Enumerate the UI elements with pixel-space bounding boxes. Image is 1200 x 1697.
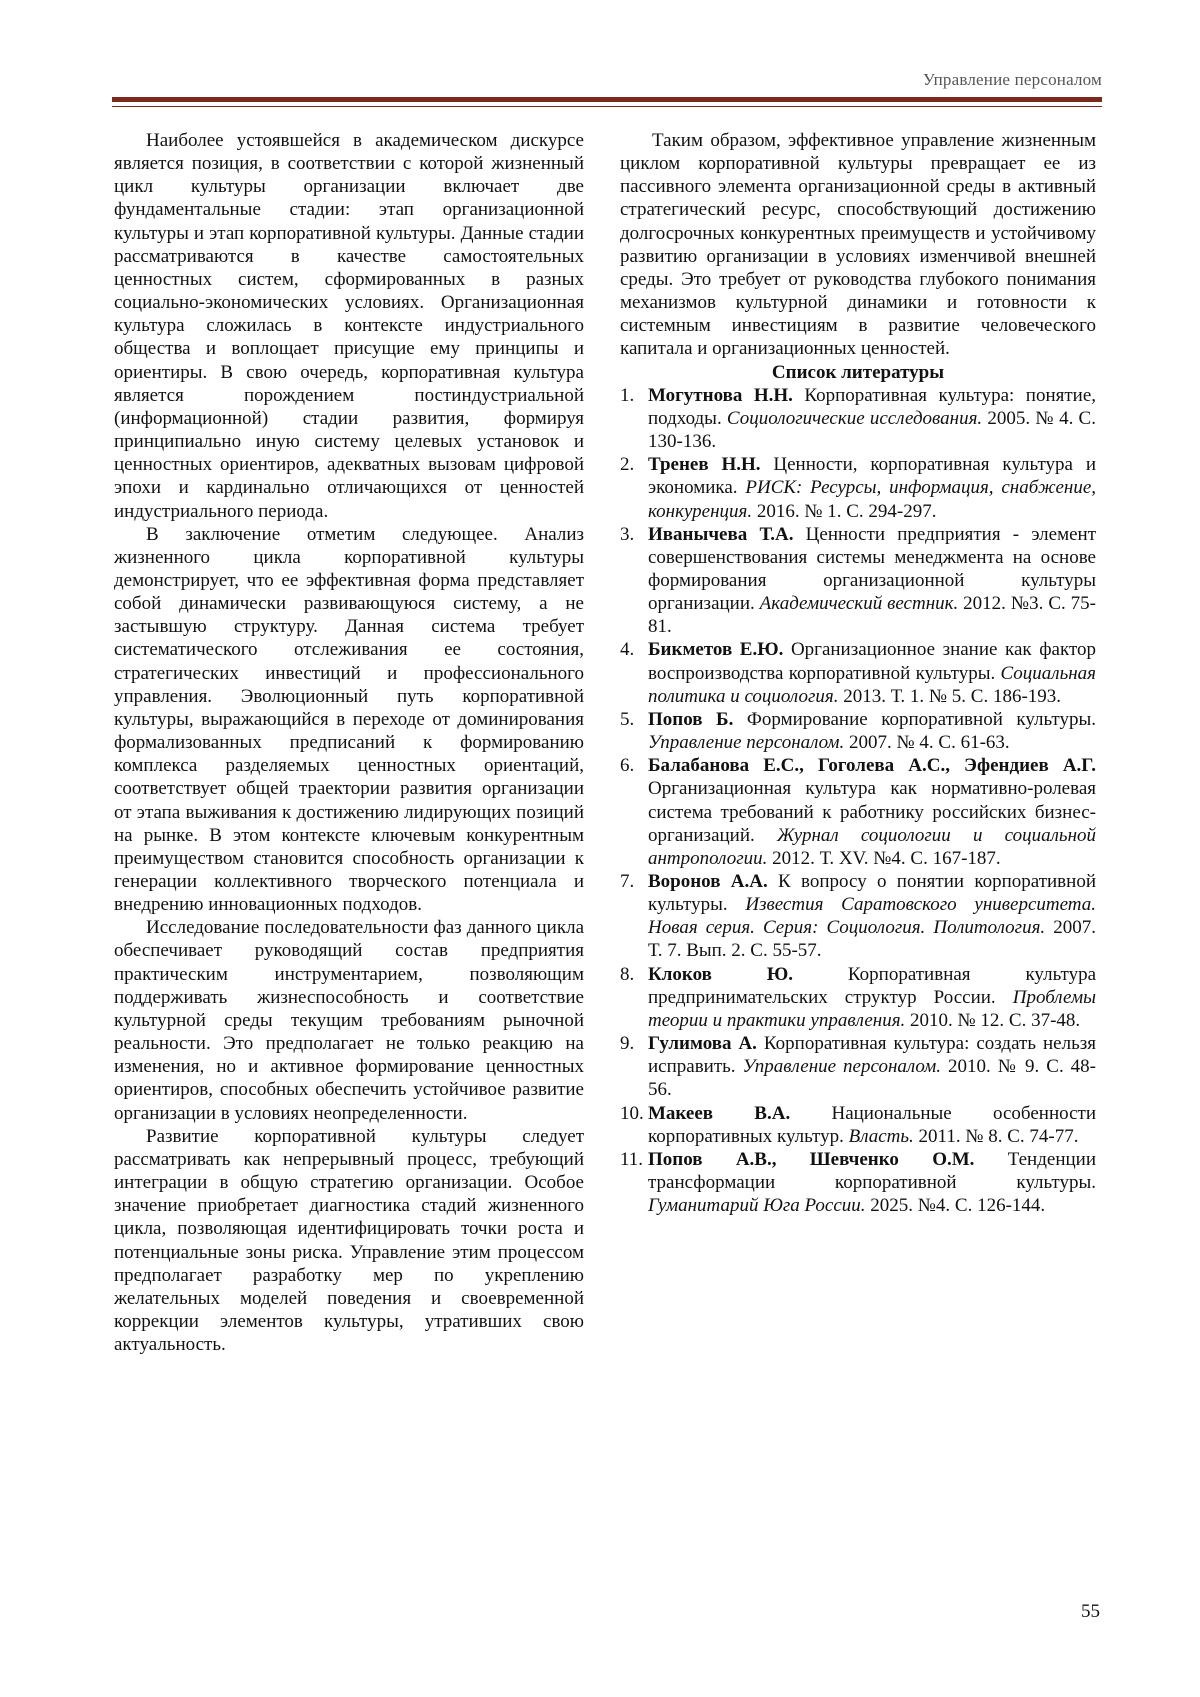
references-list	[620, 384, 1096, 1218]
reference-author: Могутнова Н.Н.	[648, 384, 793, 406]
reference-source: Власть.	[848, 1125, 914, 1147]
reference-details: 2016. № 1. С. 294-297.	[752, 500, 937, 522]
reference-author: Балабанова Е.С., Гоголева А.С., Эфендиев А.Г.	[648, 755, 1096, 777]
reference-source: Социальная политика и социология.	[648, 662, 1096, 707]
reference-title: Национальные особенности корпоративных культур.	[648, 1102, 1096, 1147]
reference-title: Тенденции трансформации корпоративной культуры.	[648, 1148, 1097, 1194]
reference-number: 4.	[620, 639, 635, 661]
reference-source: РИСК: Ресурсы, информация, снабжение, конкуренция.	[648, 477, 1096, 522]
reference-details: 2010. № 9. С. 48-56.	[648, 1056, 1096, 1101]
reference-number: 9.	[620, 1033, 635, 1055]
reference-item	[620, 453, 1096, 522]
reference-title: Организационная культура как нормативно-ролевая система требований к работнику российских бизнес-организаций.	[648, 778, 1096, 846]
body-paragraph: Исследование последовательности фаз данного цикла обеспечивает руководящий состав предприятия практическим инструментарием, позволяющим поддерживать жизнеспособность и соответствие культурной среды текущим требованиям рыночной реальности. Это предполагает не только реакцию на изменения, но и активное формирование ценностных ориентиров, способных обеспечить устойчивое развитие организации в условиях неопределенности.	[114, 917, 584, 1124]
reference-author: Гулимова А.	[648, 1033, 757, 1055]
reference-title: К вопросу о понятии корпоративной культуры.	[648, 871, 1096, 916]
reference-author: Воронов А.А.	[648, 871, 768, 892]
running-header: Управление персоналом	[922, 70, 1102, 89]
reference-author: Клоков Ю.	[648, 963, 793, 985]
reference-source: Управление персоналом.	[742, 1056, 942, 1078]
reference-item	[620, 1148, 1096, 1217]
reference-title: Корпоративная культура предпринимательских структур России.	[648, 963, 1096, 1008]
reference-title: Организационное знание как фактор воспроизводства корпоративной культуры.	[648, 639, 1096, 684]
reference-source: Журнал социологии и социальной антропологии.	[648, 824, 1096, 869]
reference-details: 2007. Т. 7. Вып. 2. С. 55-57.	[648, 917, 1096, 962]
reference-item	[620, 1102, 1096, 1148]
reference-details: 2012. №3. С. 75-81.	[648, 593, 1096, 638]
reference-author: Бикметов Е.Ю.	[648, 639, 784, 661]
right-column	[620, 129, 1096, 1217]
reference-item	[620, 523, 1096, 639]
reference-details: 2005. № 4. С. 130-136.	[648, 407, 1096, 453]
reference-details: 2007. № 4. С. 61-63.	[844, 732, 1010, 754]
reference-number: 3.	[620, 523, 635, 545]
reference-source: Социологические исследования.	[726, 407, 983, 429]
reference-number: 10.	[620, 1102, 644, 1124]
reference-author: Тренев Н.Н.	[648, 454, 761, 476]
reference-number: 5.	[620, 708, 635, 730]
reference-source: Академический вестник.	[759, 593, 959, 615]
page-number: 55	[1081, 1601, 1100, 1622]
header-rule-thick	[112, 97, 1102, 102]
reference-item	[620, 384, 1096, 453]
reference-item	[620, 870, 1096, 963]
reference-details: 2013. Т. 1. № 5. С. 186-193.	[838, 685, 1062, 707]
header-rule-thin	[112, 106, 1102, 107]
body-paragraph: Развитие корпоративной культуры следует рассматривать как непрерывный процесс, требующий интеграции в общую стратегию организации. Особое значение приобретает диагностика стадий жизненного цикла, позволяющая идентифицировать точки роста и потенциальные зоны риска. Управление этим процессом предполагает разработку мер по укреплению желательных моделей поведения и своевременной коррекции элементов культуры, утративших свою актуальность.	[114, 1125, 584, 1356]
references-heading: Список литературы	[771, 361, 945, 383]
reference-title: Корпоративная культура: создать нельзя исправить.	[648, 1033, 1096, 1078]
reference-details: 2025. №4. С. 126-144.	[865, 1195, 1046, 1217]
reference-number: 2.	[620, 454, 635, 476]
reference-details: 2010. № 12. С. 37-48.	[905, 1009, 1081, 1031]
reference-source: Известия Саратовского университета. Новая серия. Серия: Социология. Политология.	[648, 894, 1096, 939]
reference-item	[620, 638, 1096, 707]
reference-number: 1.	[620, 384, 635, 406]
reference-author: Попов А.В., Шевченко О.М.	[648, 1148, 975, 1170]
reference-number: 6.	[620, 755, 635, 777]
reference-author: Макеев В.А.	[648, 1102, 791, 1124]
reference-item	[620, 708, 1096, 754]
reference-number: 8.	[620, 963, 635, 985]
reference-number: 11.	[620, 1148, 644, 1170]
reference-details: 2012. Т. XV. №4. С. 167-187.	[767, 847, 1001, 869]
reference-title: Корпоративная культура: понятие, подходы.	[648, 384, 1097, 429]
reference-title: Формирование корпоративной культуры.	[733, 708, 1096, 730]
left-column	[114, 129, 584, 1356]
reference-source: Управление персоналом.	[648, 732, 845, 754]
reference-source: Проблемы теории и практики управления.	[648, 986, 1096, 1031]
reference-item	[620, 963, 1096, 1032]
reference-source: Гуманитарий Юга России.	[648, 1195, 866, 1217]
reference-details: 2011. № 8. С. 74-77.	[913, 1125, 1079, 1147]
reference-item	[620, 1032, 1096, 1101]
body-paragraph: В заключение отметим следующее. Анализ жизненного цикла корпоративной культуры демонстрирует, что ее эффективная форма представляет собой динамически развивающуюся систему, а не застывшую структуру. Данная система требует систематического отслеживания ее состояния, стратегических инвестиций и профессионального управления. Эволюционный путь корпоративной культуры, выражающийся в переходе от доминирования формализованных предписаний к формированию комплекса разделяемых ценностных ориентаций, соответствует общей траектории развития организации от этапа выживания к достижению лидирующих позиций на рынке. В этом контексте ключевым конкурентным преимуществом становится способность организации к генерации коллективного творческого потенциала и внедрению инновационных подходов.	[114, 523, 584, 916]
body-paragraph: Таким образом, эффективное управление жизненным циклом корпоративной культуры превращает ее из пассивного элемента организационной среды в активный стратегический ресурс, способствующий достижению долгосрочных конкурентных преимуществ и устойчивому развитию организации в условиях изменчивой внешней среды. Это требует от руководства глубокого понимания механизмов культурной динамики и готовности к системным инвестициям в развитие человеческого капитала и организационных ценностей.	[620, 130, 1096, 360]
reference-author: Попов Б.	[648, 708, 734, 730]
body-paragraph: Наиболее устоявшейся в академическом дискурсе является позиция, в соответствии с которой жизненный цикл культуры организации включает две фундаментальные стадии: этап организационной культуры и этап корпоративной культуры. Данные стадии рассматриваются в качестве самостоятельных ценностных систем, сформированных в разных социально-экономических условиях. Организационная культура сложилась в контексте индустриального общества и воплощает присущие ему принципы и ориентиры. В свою очередь, корпоративная культура является порождением постиндустриальной (информационной) стадии развития, формируя принципиально иную систему целевых установок и ценностных ориентиров, адекватных вызовам цифровой эпохи и кардинально отличающихся от ценностей индустриального периода.	[114, 130, 584, 522]
reference-title: Ценности, корпоративная культура и экономика.	[648, 454, 1096, 499]
reference-item	[620, 754, 1096, 870]
reference-title: Ценности предприятия - элемент совершенствования системы менеджмента на основе формирования организационной культуры организации.	[648, 523, 1096, 615]
reference-number: 7.	[620, 871, 635, 892]
reference-author: Иванычева Т.А.	[648, 523, 794, 545]
